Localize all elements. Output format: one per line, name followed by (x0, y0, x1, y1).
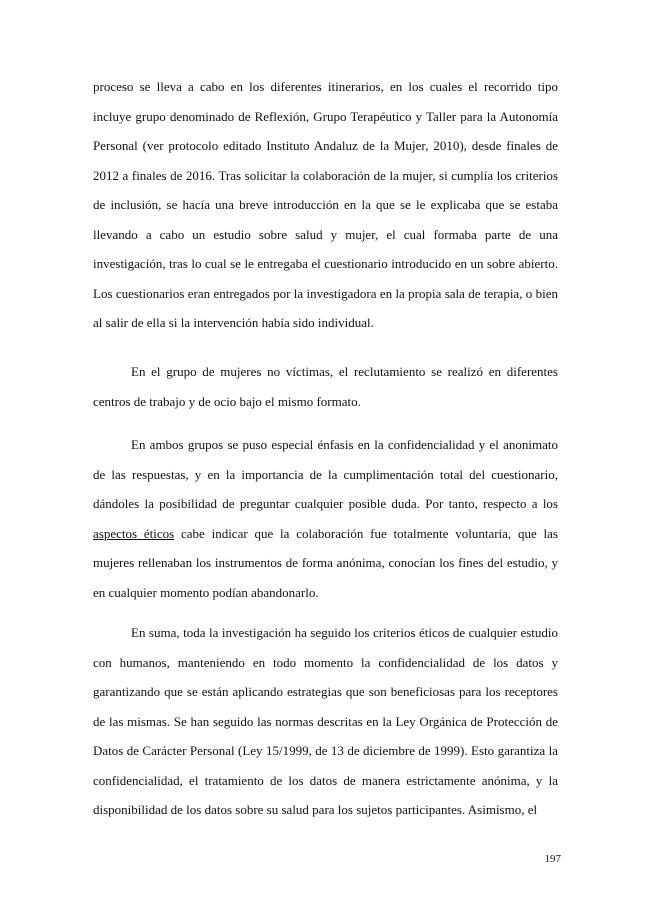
paragraph-2 (93, 357, 558, 416)
paragraph-3-text-after: cabe indicar que la colaboración fue totalmente voluntaria, que las mujeres rellenaban los instrumentos de forma anónima, conocían los fines del estudio, y en cualquier momento podían abandonarlo. (93, 525, 558, 600)
paragraph-4 (93, 618, 558, 825)
paragraph-1 (93, 72, 558, 338)
paragraph-3-text-before: En ambos grupos se puso especial énfasis en la confidencialidad y el anonimato de las respuestas, y en la importancia de la cumplimentación total del cuestionario, dándoles la posibilidad de preguntar cualquier posible duda. Por tanto, respecto a los (93, 437, 558, 511)
paragraph-4-text: En suma, toda la investigación ha seguido los criterios éticos de cualquier estudio con humanos, manteniendo en todo momento la confidencialidad de los datos y garantizando que se están aplicando estrategias que son beneficiosas para los receptores de las mismas. Se han seguido las normas descritas en la Ley Orgánica de Protección de Datos de Carácter Personal (Ley 15/1999, de 13 de diciembre de 1999). Esto garantiza la confidencialidad, el tratamiento de los datos de manera estrictamente anónima, y la disponibilidad de los datos sobre su salud para los sujetos participantes. Asimismo, el (93, 625, 558, 817)
ethics-underlined-term: aspectos éticos (93, 525, 175, 541)
page-number: 197 (544, 853, 561, 865)
paragraph-1-text: proceso se lleva a cabo en los diferentes itinerarios, en los cuales el recorrido tipo incluye grupo denominado de Reflexión, Grupo Terapéutico y Taller para la Autonomía Personal (ver protocolo editado Instituto Andaluz de la Mujer, 2010), desde finales de 2012 a finales de 2016. Tras solicitar la colaboración de la mujer, si cumplía los criterios de inclusión, se hacía una breve introducción en la que se le explicaba que se estaba llevando a cabo un estudio sobre salud y mujer, el cual formaba parte de una investigación, tras lo cual se le entregaba el cuestionario introducido en un sobre abierto. Los cuestionarios eran entregados por la investigadora en la propia sala de terapia, o bien al salir de ella si la intervención había sido individual. (93, 79, 558, 330)
paragraph-2-text: En el grupo de mujeres no víctimas, el reclutamiento se realizó en diferentes centros de trabajo y de ocio bajo el mismo formato. (93, 364, 558, 409)
paragraph-3 (93, 430, 558, 607)
paragraph-3-text (93, 430, 558, 607)
